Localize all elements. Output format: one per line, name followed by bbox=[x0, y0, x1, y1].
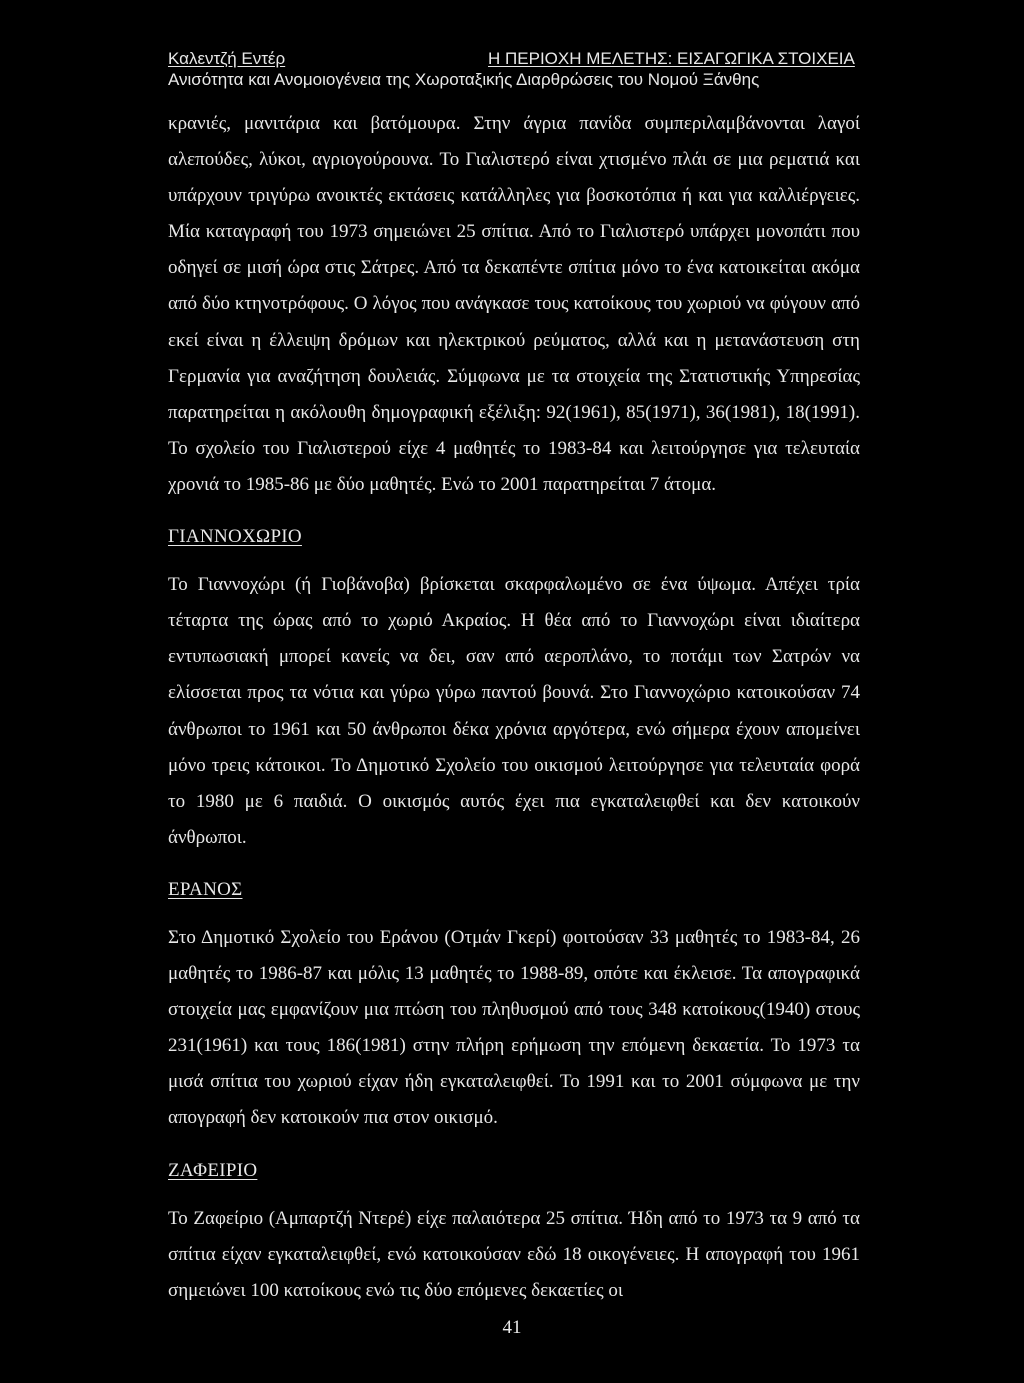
section-heading-zafeirio: ΖΑΦΕΙΡΙΟ bbox=[168, 1159, 258, 1181]
page-header bbox=[0, 0, 1024, 100]
header-author: Καλεντζή Εντέρ bbox=[168, 49, 286, 68]
section-paragraph-giannochori: Το Γιαννοχώρι (ή Γιοβάνοβα) βρίσκεται σκαρφαλωμένο σε ένα ύψωμα. Απέχει τρία τέταρτα της ώρας από το χωριό Ακραίος. Η θέα από το Γιαννοχώρι είναι ιδιαίτερα εντυπωσιακή μπορεί κανείς να δει, σαν από αεροπλάνο, το ποτάμι των Σατρών να ελίσσεται προς τα νότια και γύρω γύρω παντού βουνά. Στο Γιαννοχώριο κατοικούσαν 74 άνθρωποι το 1961 και 50 άνθρωποι δέκα χρόνια αργότερα, ενώ σήμερα έχουν απομείνει μόνο τρεις κάτοικοι. Το Δημοτικό Σχολείο του οικισμού λειτούργησε για τελευταία φορά το 1980 με 6 παιδιά. Ο οικισμός αυτός έχει πια εγκαταλειφθεί και δεν κατοικούν άνθρωποι. bbox=[168, 574, 860, 848]
header-section-title: Η ΠΕΡΙΟΧΗ ΜΕΛΕΤΗΣ: ΕΙΣΑΓΩΓΙΚΑ ΣΤΟΙΧΕΙΑ bbox=[488, 49, 855, 68]
section-heading-eranos: ΕΡΑΝΟΣ bbox=[168, 878, 243, 900]
page-number: 41 bbox=[502, 1317, 522, 1338]
section-heading-giannochori: ΓΙΑΝΝΟΧΩΡΙΟ bbox=[168, 526, 302, 548]
section-paragraph-eranos: Στο Δημοτικό Σχολείο του Εράνου (Οτμάν Γκερί) φοιτούσαν 33 μαθητές το 1983-84, 26 μαθητές το 1986-87 και μόλις 13 μαθητές το 1988-89, οπότε και έκλεισε. Τα απογραφικά στοιχεία μας εμφανίζουν μια πτώση του πληθυσμού από τους 348 κατοίκους(1940) στους 231(1961) και τους 186(1981) στην πλήρη ερήμωση την επόμενη δεκαετία. Το 1973 τα μισά σπίτια του χωριού είχαν ήδη εγκαταλειφθεί. Το 1991 και το 2001 σύμφωνα με την απογραφή δεν κατοικούν πια στον οικισμό. bbox=[168, 926, 860, 1129]
intro-paragraph: κρανιές, μανιτάρια και βατόμουρα. Στην άγρια πανίδα συμπεριλαμβάνονται λαγοί αλεπούδες, λύκοι, αγριογούρουνα. Το Γιαλιστερό είναι χτισμένο πλάι σε μια ρεματιά και υπάρχουν τριγύρω ανοικτές εκτάσεις κατάλληλες για βοσκοτόπια ή και για καλλιέργειες. Μία καταγραφή του 1973 σημειώνει 25 σπίτια. Από το Γιαλιστερό υπάρχει μονοπάτι που οδηγεί σε μισή ώρα στις Σάτρες. Από τα δεκαπέντε σπίτια μόνο το ένα κατοικείται ακόμα από δύο κτηνοτρόφους. Ο λόγος που ανάγκασε τους κατοίκους του χωριού να φύγουν από εκεί είναι η έλλειψη δρόμων και ηλεκτρικού ρεύματος, αλλά και η μετανάστευση στη Γερμανία για αναζήτηση δουλειάς. Σύμφωνα με τα στοιχεία της Στατιστικής Υπηρεσίας παρατηρείται η ακόλουθη δημογραφική εξέλιξη: 92(1961), 85(1971), 36(1981), 18(1991). Το σχολείο του Γιαλιστερού είχε 4 μαθητές το 1983-84 και λειτούργησε για τελευταία χρονιά το 1985-86 με δύο μαθητές. Ενώ το 2001 παρατηρείται 7 άτομα. bbox=[168, 113, 860, 495]
document-body bbox=[168, 106, 860, 1309]
header-subtitle: Ανισότητα και Ανομοιογένεια της Χωροταξικής Διαρθρώσεις του Νομού Ξάνθης bbox=[168, 70, 760, 89]
section-paragraph-zafeirio: Το Ζαφείριο (Αμπαρτζή Ντερέ) είχε παλαιότερα 25 σπίτια. Ήδη από το 1973 τα 9 από τα σπίτια είχαν εγκαταλειφθεί, ενώ κατοικούσαν εδώ 18 οικογένειες. Η απογραφή του 1961 σημειώνει 100 κατοίκους ενώ τις δύο επόμενες δεκαετίες οι bbox=[168, 1207, 860, 1301]
